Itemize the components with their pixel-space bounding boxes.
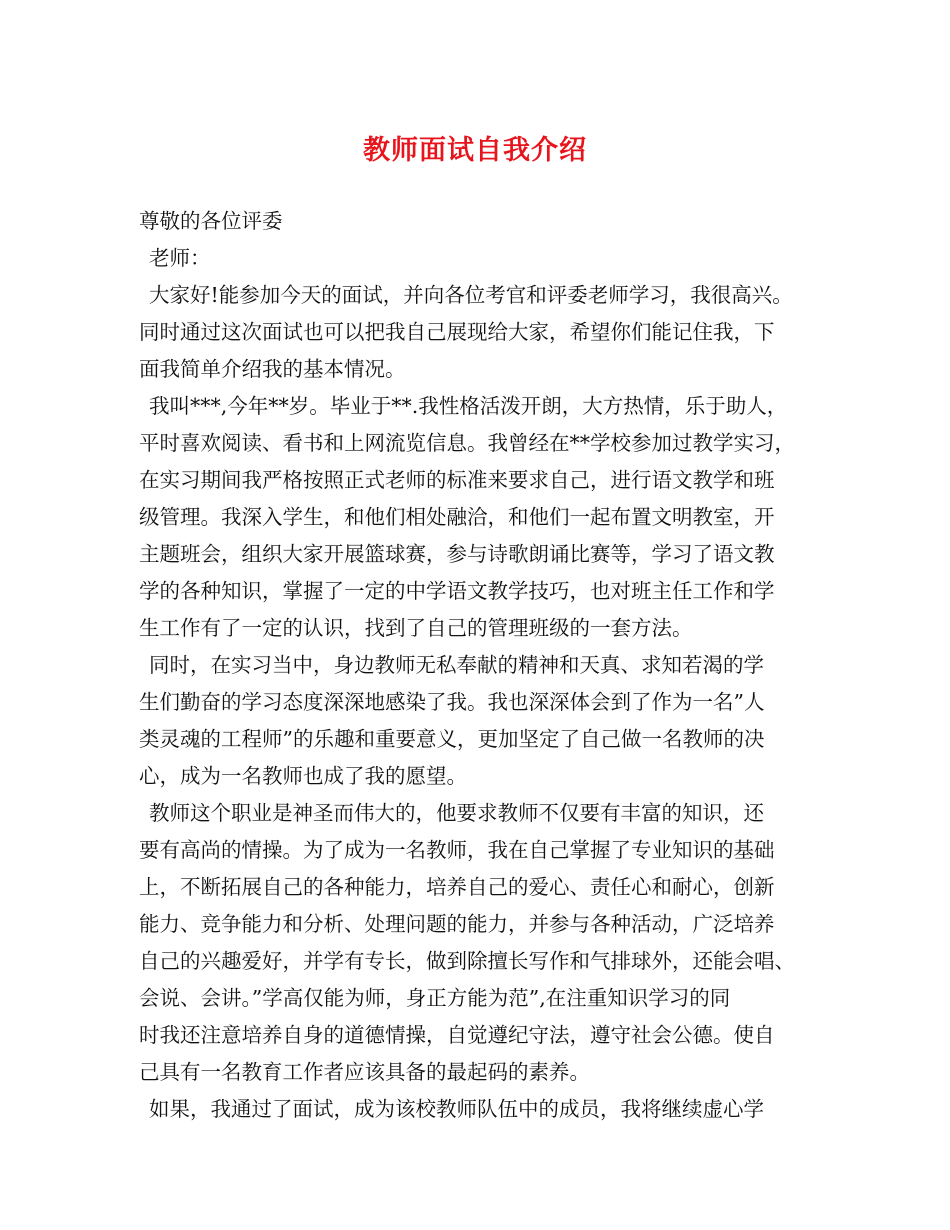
body-line: 同时通过这次面试也可以把我自己展现给大家，希望你们能记住我，下 [139,320,775,344]
body-line: 生工作有了一定的认识，找到了自己的管理班级的一套方法。 [139,616,693,640]
body-line: 时我还注意培养自身的道德情操，自觉遵纪守法，遵守社会公德。使自 [139,1023,775,1047]
body-line: 心，成为一名教师也成了我的愿望。 [139,764,467,788]
body-line: 主题班会，组织大家开展篮球赛，参与诗歌朗诵比赛等，学习了语文教 [139,542,775,566]
body-line: 学的各种知识，掌握了一定的中学语文教学技巧，也对班主任工作和学 [139,579,775,603]
body-line: 级管理。我深入学生，和他们相处融洽，和他们一起布置文明教室，开 [139,505,775,529]
body-line: 生们勤奋的学习态度深深地感染了我。我也深深体会到了作为一名”人 [139,690,765,714]
body-line: 类灵魂的工程师”的乐趣和重要意义，更加坚定了自己做一名教师的决 [139,727,765,751]
body-line: 老师： [149,246,211,270]
body-line: 同时，在实习当中，身边教师无私奉献的精神和天真、求知若渴的学 [149,653,764,677]
body-line: 教师这个职业是神圣而伟大的，他要求教师不仅要有丰富的知识，还 [149,801,764,825]
body-line: 面我简单介绍我的基本情况。 [139,357,406,381]
body-line: 大家好!能参加今天的面试，并向各位考官和评委老师学习，我很高兴。 [149,283,793,307]
body-line: 平时喜欢阅读、看书和上网流览信息。我曾经在**学校参加过教学实习， [139,431,795,455]
body-line: 尊敬的各位评委 [139,209,283,233]
body-line: 如果，我通过了面试，成为该校教师队伍中的成员，我将继续虚心学 [149,1097,764,1121]
body-line: 己具有一名教育工作者应该具备的最起码的素养。 [139,1060,590,1084]
body-line: 在实习期间我严格按照正式老师的标准来要求自己，进行语文教学和班 [139,468,775,492]
body-line: 会说、会讲。”学高仅能为师，身正方能为范”,在注重知识学习的同 [139,986,731,1010]
document-body [139,203,829,1128]
body-line: 上，不断拓展自己的各种能力，培养自己的爱心、责任心和耐心，创新 [139,875,775,899]
body-line: 我叫***,今年**岁。毕业于**.我性格活泼开朗，大方热情，乐于助人， [149,394,788,418]
body-line: 能力、竞争能力和分析、处理问题的能力，并参与各种活动，广泛培养 [139,912,775,936]
document-title: 教师面试自我介绍 [363,135,587,166]
body-line: 要有高尚的情操。为了成为一名教师，我在自己掌握了专业知识的基础 [139,838,775,862]
body-line: 自己的兴趣爱好，并学有专长，做到除擅长写作和气排球外，还能会唱、 [139,949,795,973]
